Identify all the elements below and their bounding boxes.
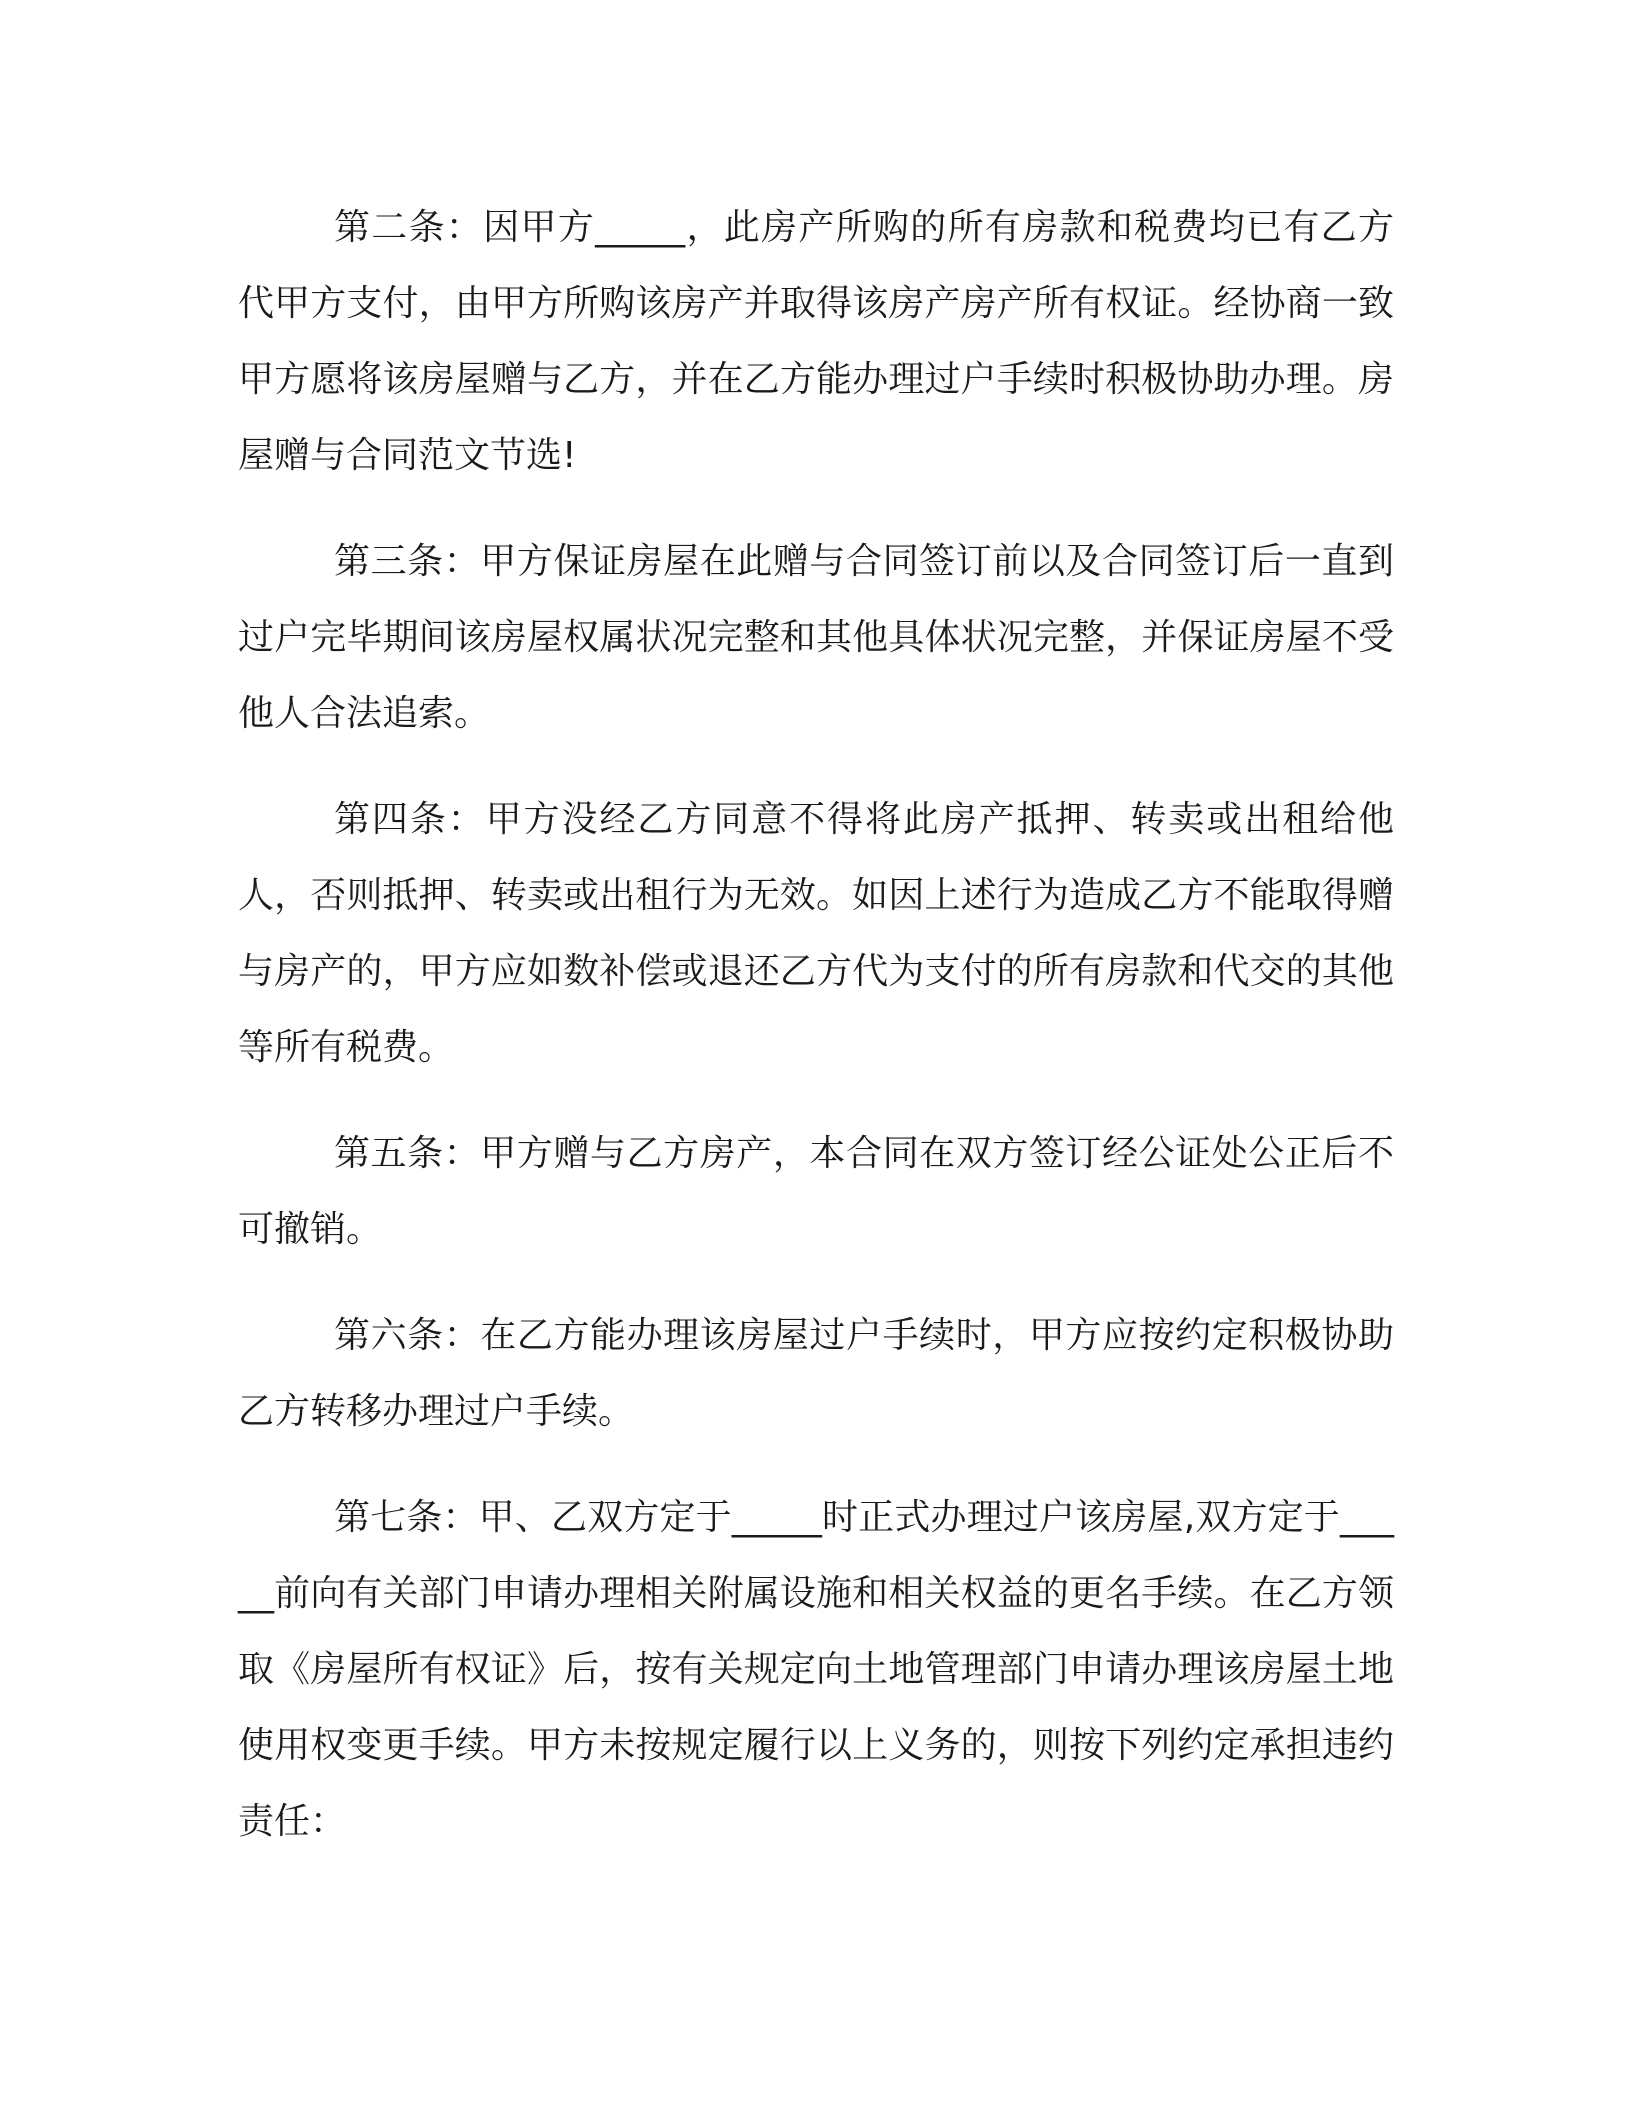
clause-text: 甲方赠与乙方房产，本合同在双方签订经公证处公正后不可撤销。 bbox=[238, 1133, 1394, 1250]
clause-text: 因甲方_____，此房产所购的所有房款和税费均已有乙方代甲方支付，由甲方所购该房产并取得该房产房产所有权证。经协商一致甲方愿将该房屋赠与乙方，并在乙方能办理过户手续时积极协助办理。房屋赠与合同范文节选! bbox=[238, 207, 1394, 476]
clause-text: 甲方保证房屋在此赠与合同签订前以及合同签订后一直到过户完毕期间该房屋权属状况完整和其他具体状况完整，并保证房屋不受他人合法追索。 bbox=[238, 541, 1394, 734]
clause-3 bbox=[238, 524, 1394, 752]
clause-label: 第二条： bbox=[334, 207, 484, 248]
clause-5 bbox=[238, 1116, 1394, 1268]
clause-label: 第五条： bbox=[334, 1133, 481, 1174]
clause-6 bbox=[238, 1298, 1394, 1450]
clause-4 bbox=[238, 782, 1394, 1086]
clause-text: 在乙方能办理该房屋过户手续时，甲方应按约定积极协助乙方转移办理过户手续。 bbox=[238, 1315, 1394, 1432]
clause-label: 第七条： bbox=[334, 1497, 479, 1538]
clause-2 bbox=[238, 190, 1394, 494]
clause-label: 第三条： bbox=[334, 541, 481, 582]
clause-text: 甲、乙双方定于_____时正式办理过户该房屋,双方定于_____前向有关部门申请办理相关附属设施和相关权益的更名手续。在乙方领取《房屋所有权证》后，按有关规定向土地管理部门申请办理该房屋土地使用权变更手续。甲方未按规定履行以上义务的，则按下列约定承担违约责任： bbox=[238, 1497, 1394, 1842]
contract-body bbox=[238, 190, 1394, 1890]
clause-text: 甲方没经乙方同意不得将此房产抵押、转卖或出租给他人，否则抵押、转卖或出租行为无效。如因上述行为造成乙方不能取得赠与房产的，甲方应如数补偿或退还乙方代为支付的所有房款和代交的其他等所有税费。 bbox=[238, 799, 1394, 1068]
clause-7 bbox=[238, 1480, 1394, 1860]
clause-label: 第六条： bbox=[334, 1315, 481, 1356]
clause-label: 第四条： bbox=[334, 799, 486, 840]
